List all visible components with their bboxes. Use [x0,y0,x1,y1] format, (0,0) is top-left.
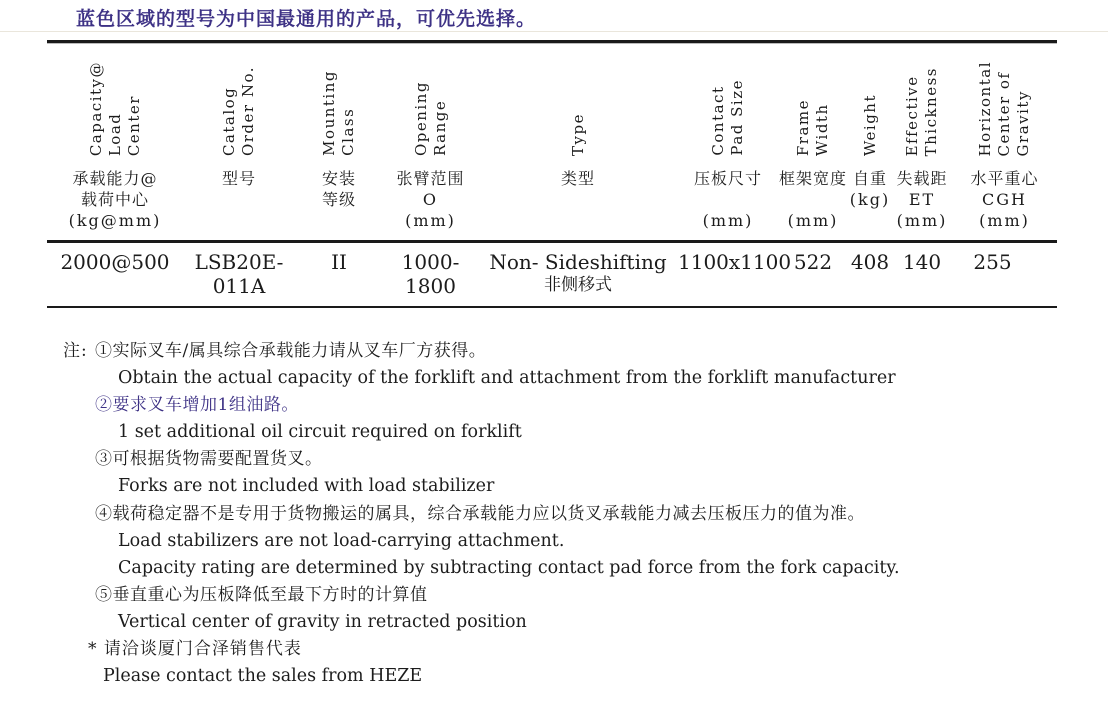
column-header-4 [478,44,678,240]
column-header-en-6: Frame Width [794,98,831,156]
column-header-en-2: Mounting Class [320,70,357,156]
note-line-8: Capacity rating are determined by subtracting contact pad force from the fork capacity. [118,557,900,578]
column-header-0 [47,44,183,240]
column-header-zh-1: 型号 [221,169,256,188]
table-cell-9: 255 [973,250,1012,274]
column-header-2 [295,44,383,240]
table-cell-2: II [331,250,347,274]
column-header-zh-0: 承载能力@ 载荷中心 (kg@mm) [68,169,162,230]
column-header-3 [383,44,478,240]
table-cell-6: 522 [793,250,833,274]
column-header-zh-4: 类型 [560,169,595,188]
note-line-1: Obtain the actual capacity of the forklift and attachment from the forklift manufacturer [118,368,896,389]
note-line-0: ①实际叉车/属具综合承载能力请从叉车厂方获得。 [95,341,487,361]
note-line-7: Load stabilizers are not load-carrying attachment. [118,530,565,551]
page-title: 蓝色区域的型号为中国最通用的产品，可优先选择。 [76,8,537,30]
table-bottom-border [47,306,1057,308]
table-header-row [47,44,1057,240]
table-cell-1: LSB20E-011A [194,250,284,298]
column-header-zh-3: 张臂范围 O (mm) [396,169,465,230]
column-header-zh-8: 失载距 ET (mm) [896,169,948,230]
column-header-en-5: Contact Pad Size [709,79,746,156]
note-line-10: Vertical center of gravity in retracted position [118,611,527,632]
column-header-en-1: Catalog Order No. [220,65,257,156]
note-line-3: 1 set additional oil circuit required on forklift [118,422,522,443]
note-line-9: ⑤垂直重心为压板降低至最下方时的计算值 [95,584,428,605]
note-line-11: * 请洽谈厦门合泽销售代表 [88,639,302,660]
column-header-zh-5: 压板尺寸 (mm) [693,169,762,230]
table-cell-3: 1000-1800 [401,250,460,298]
column-header-en-0: Capacity@ Load Center [86,60,143,156]
column-header-zh-2: 安装 等级 [321,169,356,209]
table-cell-8: 140 [902,250,942,274]
table-cell-7: 408 [850,250,890,274]
column-header-9 [952,44,1057,240]
note-line-4: ③可根据货物需要配置货叉。 [95,449,323,470]
notes-list [63,338,1093,690]
column-header-en-4: Type [568,113,587,156]
spec-table [47,40,1057,308]
column-header-zh-7: 自重 (kg) [849,169,891,209]
column-header-en-7: Weight [860,93,879,156]
table-cell-4: Non- Sideshifting 非侧移式 [489,250,667,295]
table-cell-0: 2000@500 [60,250,170,274]
column-header-en-3: Opening Range [411,81,449,156]
column-header-zh-9: 水平重心 CGH (mm) [970,169,1039,230]
column-header-8 [892,44,952,240]
notes-section [63,338,1093,690]
column-header-7 [848,44,892,240]
column-header-5 [678,44,778,240]
note-line-12: Please contact the sales from HEZE [103,666,423,687]
title-divider [0,31,1108,32]
note-line-2: ②要求叉车增加1组油路。 [95,395,299,416]
column-header-en-8: Effective Thickness [903,66,940,156]
column-header-zh-6: 框架宽度 (mm) [778,169,847,230]
note-line-5: Forks are not included with load stabilizer [118,476,495,497]
column-header-1 [183,44,295,240]
table-data-row [47,243,1057,306]
note-line-6: ④载荷稳定器不是专用于货物搬运的属具，综合承载能力应以货叉承载能力减去压板压力的值为准。 [95,503,865,524]
column-header-en-9: Horizontal Center of Gravity [976,60,1032,156]
column-header-6 [778,44,848,240]
notes-prefix: 注: [63,341,88,361]
table-cell-5: 1100x1100 [678,250,792,274]
